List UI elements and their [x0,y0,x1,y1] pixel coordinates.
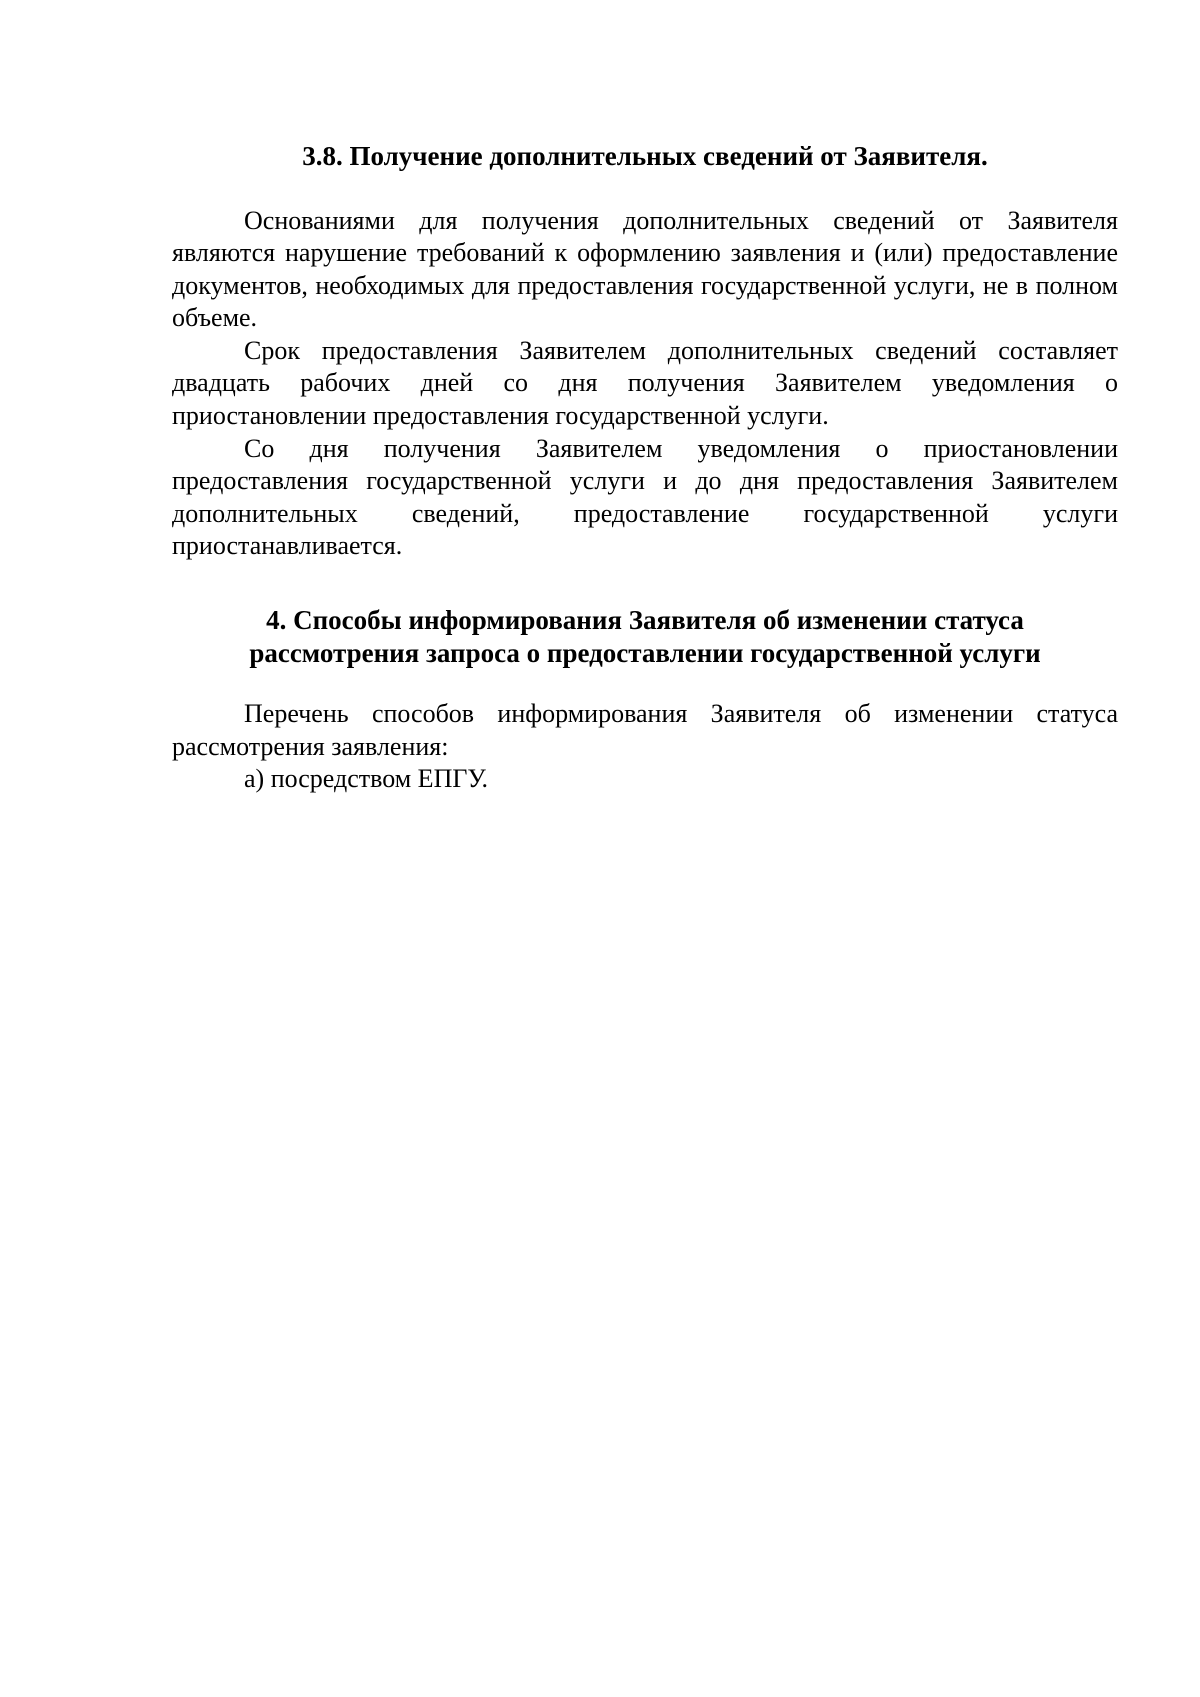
section-3-8-title: 3.8. Получение дополнительных сведений от Заявителя. [302,141,988,171]
section-3-8-paragraph-1: Основаниями для получения дополнительных сведений от Заявителя являются нарушение требований к оформлению заявления и (или) предоставление документов, необходимых для предоставления государственной услуги, не в полном объеме. [172,205,1118,333]
section-4-title-line-1: 4. Способы информирования Заявителя об изменении статуса [266,605,1024,636]
document-content [172,140,1118,796]
section-4-title [172,604,1118,669]
section-4-paragraph-1: Перечень способов информирования Заявителя об изменении статуса рассмотрения заявления: [172,699,1118,761]
section-4-list-item-a: а) посредством ЕПГУ. [244,764,489,794]
section-3-8-paragraph-3: Со дня получения Заявителем уведомления о приостановлении предоставления государственной услуги и до дня предоставления Заявителем дополнительных сведений, предоставление государственной услуги приостанавливается. [172,433,1118,561]
section-4-title-line-2: рассмотрения запроса о предоставлении государственной услуги [249,637,1041,668]
section-3-8-paragraph-2: Срок предоставления Заявителем дополнительных сведений составляет двадцать рабочих дней со дня получения Заявителем уведомления о приостановлении предоставления государственной услуги. [172,335,1118,431]
